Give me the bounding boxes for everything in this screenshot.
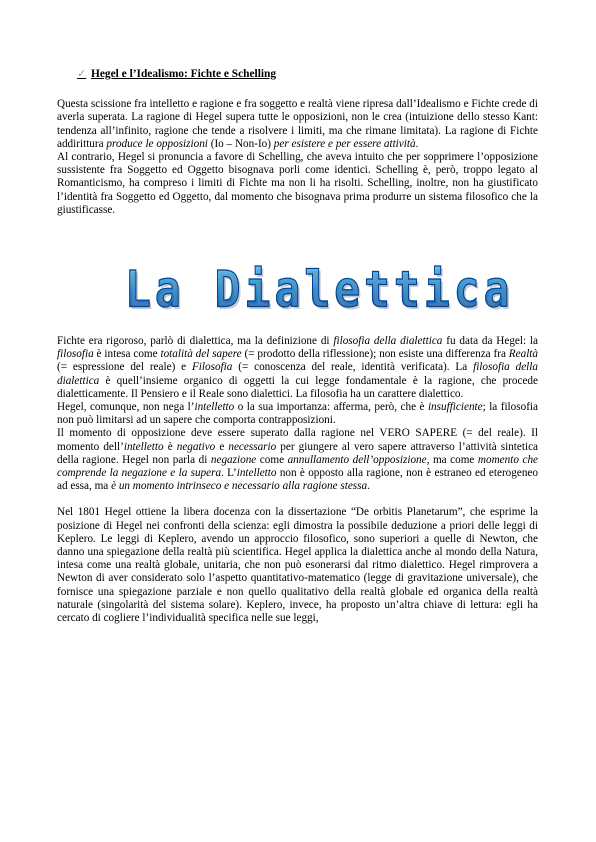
text: (= espressione del reale) e <box>57 361 192 374</box>
text: è quell’insieme organico di oggetti la cui legge fondamentale è la ragione, che procede dialetticamente. Il Pensiero e il Reale sono dialettici. La filosofia ha un carattere dialettico. <box>57 374 538 400</box>
paragraph-dialettica <box>57 335 538 401</box>
wordart-title: La Dialettica <box>125 261 514 320</box>
text: è intesa come <box>93 348 161 361</box>
spacer <box>57 493 538 506</box>
paragraph-fichte <box>57 98 538 151</box>
italic-text: filosofia <box>57 348 94 361</box>
italic-text: insufficiente <box>427 401 483 414</box>
text: , ma come <box>426 453 478 466</box>
italic-text: per esistere e per essere attività <box>273 137 416 150</box>
section-heading <box>77 68 538 81</box>
text: Hegel, comunque, non nega l’ <box>57 401 195 414</box>
text: (Io – Non-Io) <box>207 137 274 150</box>
text: (= conoscenza del reale, identità verificata). La <box>232 361 474 374</box>
italic-text: filosofia della dialettica <box>333 335 443 348</box>
text: per giungere al vero sapere attraverso l’attività sintetica della ragione. Hegel non parla di <box>57 440 539 466</box>
document-page <box>57 68 538 625</box>
text: . <box>367 480 370 493</box>
checkmark-icon: ✓ <box>77 68 87 80</box>
italic-text: intelletto <box>236 467 277 480</box>
text: e <box>215 440 229 453</box>
text: . L’ <box>221 467 237 480</box>
italic-text: Realtà <box>508 348 539 361</box>
italic-text: filosofia della dialettica <box>57 361 538 387</box>
text: Fichte era rigoroso, parlò di dialettica, ma la definizione di <box>57 335 334 348</box>
italic-text: intelletto <box>194 401 235 414</box>
italic-text: necessario <box>228 440 277 453</box>
paragraph-opposizione <box>57 427 538 493</box>
italic-text: intelletto <box>123 440 164 453</box>
text: Il momento di opposizione deve essere superato dalla ragione nel VERO SAPERE (= del reale). Il momento dell’ <box>57 427 538 453</box>
italic-text: momento che comprende la negazione e la supera <box>57 453 538 480</box>
text: fu data da Hegel: la <box>442 335 539 348</box>
text: non è opposto alla ragione, non è estraneo ed eterogeneo ad essa, ma <box>57 467 538 493</box>
wordart-container <box>57 217 538 335</box>
paragraph-schelling: Al contrario, Hegel si pronuncia a favore di Schelling, che aveva intuito che per sopprimere l’opposizione sussistente fra Soggetto ed Oggetto bisognava porli come identici. Schelling è, però, troppo legato al Romanticismo, ha compreso i limiti di Fichte ma non li ha risolti. Schelling, inoltre, non ha giustificato l’identità fra Soggetto ed Oggetto, dal momento che bisognava prima produrre un sistema filosofico che la giustificasse. <box>57 151 538 216</box>
text: . <box>415 137 419 150</box>
heading-text: Hegel e l’Idealismo: Fichte e Schelling <box>91 68 277 80</box>
text: è <box>163 440 177 453</box>
italic-text: negativo <box>176 440 216 453</box>
text: Questa scissione fra intelletto e ragione e fra soggetto e realtà viene ripresa dall’Idealismo e Fichte crede di averla superata. La ragione di Hegel supera tutte le opposizioni, non le crea (intuizione dello stesso Kant: tendenza all’infinito, ragione che tende a risolvere i limiti, ma che rimane limitata). La ragione di Fichte addirittura <box>57 98 538 150</box>
italic-text: è un momento intrinseco e necessario alla ragione stessa <box>111 480 368 493</box>
paragraph-intelletto <box>57 401 538 427</box>
italic-text: Filosofia <box>191 361 233 374</box>
paragraph-keplero: Nel 1801 Hegel ottiene la libera docenza con la dissertazione “De orbitis Planetarum”, che esprime la posizione di Hegel nei confronti della scienza: egli dimostra la possibile deduzione a priori delle leggi di Keplero. Le leggi di Keplero, avendo un approccio filosofico, sono superiori a quelle di Newton, che danno una spiegazione della realtà più scientifica. Hegel applica la dialettica anche al mondo della Natura, intesa come una realtà globale, unitaria, che non può esonerarsi dal ritmo dialettico. Hegel rimprovera a Newton di aver considerato solo l’aspetto quantitativo-matematico (legge di gravitazione universale), che fornisce una spiegazione parziale e non quello qualitativo della realtà globale ed organica della realtà naturale (singolarità del sistema solare). Keplero, invece, ha proposto un’altra chiave di lettura: egli ha cercato di cogliere l’individualità specifica nelle sue leggi, <box>57 506 538 625</box>
text: come <box>256 453 288 466</box>
text: o la sua importanza: afferma, però, che è <box>234 401 428 414</box>
italic-text: negazione <box>210 453 257 466</box>
italic-text: produce le opposizioni <box>106 137 208 150</box>
italic-text: annullamento dell’opposizione <box>287 453 427 466</box>
italic-text: totalità del sapere <box>160 348 242 361</box>
text: (= prodotto della riflessione); non esiste una differenza fra <box>241 348 509 361</box>
text: ; la filosofia non può limitarsi ad un sapere che comporta contrapposizioni. <box>57 401 539 427</box>
